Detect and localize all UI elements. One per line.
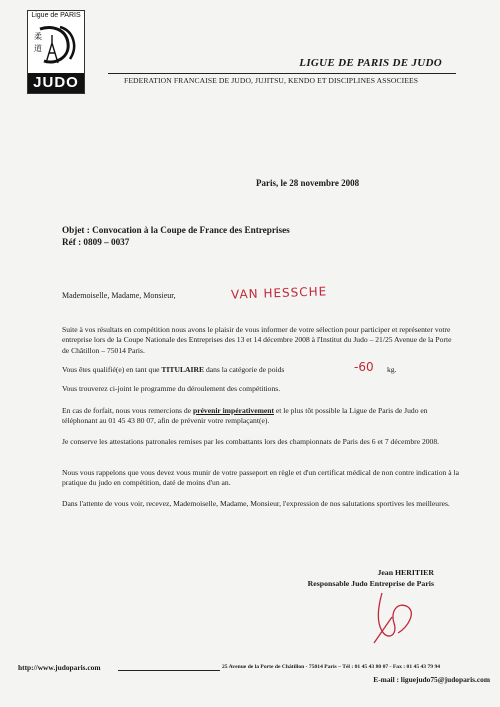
weight-unit: kg. bbox=[387, 365, 397, 374]
qualification-text-after: dans la catégorie de poids bbox=[205, 365, 285, 374]
logo-top-text: Ligue de PARIS bbox=[31, 12, 81, 19]
handwritten-name: VAN HESSCHE bbox=[230, 284, 328, 302]
forfeit-emphasis: prévenir impérativement bbox=[192, 406, 275, 415]
logo-judo-text: JUDO bbox=[28, 73, 84, 93]
qualification-text-before: Vous êtes qualifié(e) en tant que bbox=[62, 365, 160, 374]
paragraph-programme: Vous trouverez ci-joint le programme du déroulement des compétitions. bbox=[62, 384, 281, 393]
footer-address: 25 Avenue de la Porte de Châtillon - 75014 Paris – Tél : 01 45 43 80 07 - Fax : 01 45 43 79 94 bbox=[222, 664, 441, 670]
signatory-role: Responsable Judo Entreprise de Paris bbox=[307, 579, 434, 588]
judo-emblem-icon bbox=[30, 21, 82, 71]
handwritten-signature bbox=[368, 587, 420, 647]
footer-email[interactable]: E-mail : liguejudo75@judoparis.com bbox=[373, 675, 490, 684]
svg-text:柔: 柔 bbox=[34, 32, 42, 41]
paragraph-closing: Dans l'attente de vous voir, recevez, Mademoiselle, Madame, Monsieur, l'expression de nos salutations sportives les meilleures. bbox=[62, 499, 450, 508]
footer-divider bbox=[118, 670, 220, 671]
ligue-logo bbox=[27, 10, 85, 94]
svg-text:道: 道 bbox=[34, 44, 42, 53]
letter-date: Paris, le 28 novembre 2008 bbox=[256, 178, 360, 188]
reference-line: Réf : 0809 – 0037 bbox=[62, 237, 130, 247]
paragraph-attestations: Je conserve les attestations patronales remises par les combattants lors des championnats de Paris des 6 et 7 décembre 2008. bbox=[62, 437, 440, 446]
paragraph-forfeit bbox=[62, 406, 460, 427]
federation-line: FEDERATION FRANCAISE DE JUDO, JUJITSU, KENDO ET DISCIPLINES ASSOCIEES bbox=[124, 76, 419, 85]
footer-website[interactable]: http://www.judoparis.com bbox=[18, 663, 101, 672]
signatory-name: Jean HERITIER bbox=[377, 568, 434, 577]
handwritten-weight: -60 bbox=[354, 360, 374, 374]
signature-block bbox=[308, 567, 434, 589]
salutation: Mademoiselle, Madame, Monsieur, bbox=[62, 291, 176, 300]
forfeit-text-after: et le plus tôt possible la Ligue de Paris de Judo en téléphonant au 01 45 43 80 07, afin de prévenir votre remplaçant(e). bbox=[62, 406, 428, 426]
qualification-status: TITULAIRE bbox=[161, 365, 205, 374]
letter-subject bbox=[62, 224, 290, 248]
paragraph-reminder: Nous vous rappelons que vous devez vous munir de votre passeport en règle et d'un certificat médical de non contre indication à la pratique du judo en compétition, daté de moins d'un an. bbox=[62, 468, 459, 488]
paragraph-selection: Suite à vos résultats en compétition nous avons le plaisir de vous informer de votre sélection pour participer et représenter votre entreprise lors de la Coupe Nationale des Entreprises des 13 et 14 décembre 2008 à l'Institut du Judo – 21/25 Avenue de la Porte de Châtillon – 75014 Paris. bbox=[62, 325, 452, 355]
forfeit-text-before: En cas de forfait, nous vous remercions de bbox=[62, 406, 192, 415]
paragraph-qualification bbox=[62, 365, 460, 375]
header-divider bbox=[108, 73, 456, 74]
subject-line: Objet : Convocation à la Coupe de France des Entreprises bbox=[62, 225, 290, 235]
ligue-title: LIGUE DE PARIS DE JUDO bbox=[299, 57, 442, 69]
